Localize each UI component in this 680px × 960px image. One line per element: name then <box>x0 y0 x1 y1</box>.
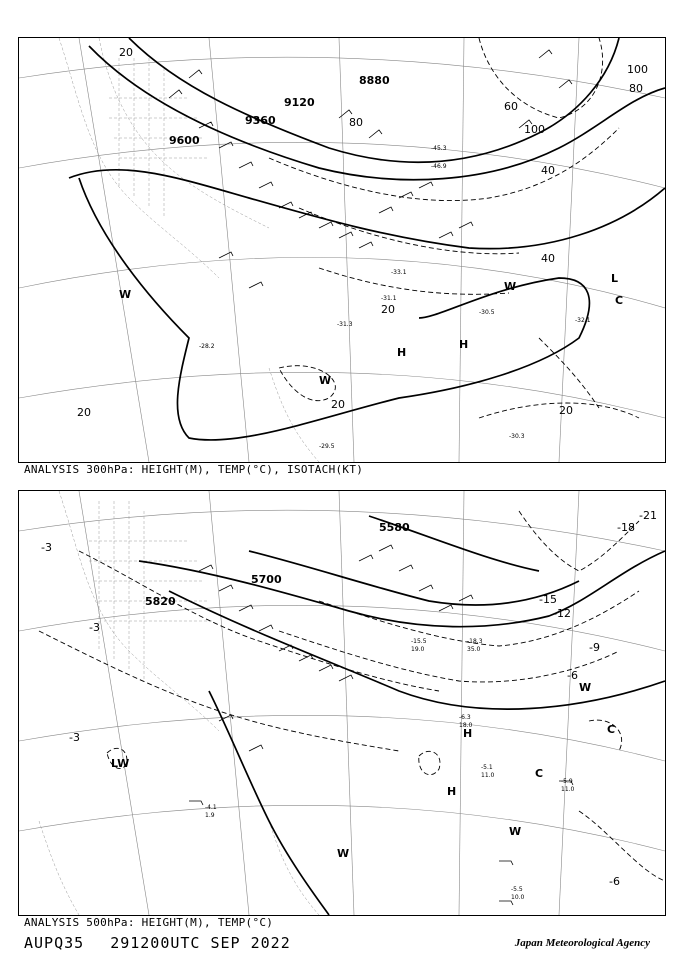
height-label-5580: 5580 <box>379 521 410 534</box>
warm-center: W <box>319 374 332 387</box>
temperature-label: -30.3 <box>509 433 525 440</box>
station-dewpoint: 11.0 <box>481 772 495 779</box>
product-header <box>24 934 317 952</box>
isotherm-label: -6 <box>609 875 620 888</box>
station-temperature: -15.5 <box>411 638 427 645</box>
temperature-label: -28.2 <box>199 343 215 350</box>
height-contours-300 <box>69 38 665 440</box>
isotherm-label: -12 <box>553 607 571 620</box>
isotach-label: 80 <box>629 82 643 95</box>
valid-time: 291200UTC SEP 2022 <box>110 934 291 952</box>
temperature-label: -31.1 <box>381 295 397 302</box>
station-dewpoint: 10.0 <box>511 894 525 901</box>
warm-center: W <box>509 825 522 838</box>
caption-500hpa: ANALYSIS 500hPa: HEIGHT(M), TEMP(°C) <box>24 916 274 929</box>
temperature-label: -33.1 <box>391 269 407 276</box>
analysis-500hpa-map <box>18 490 666 916</box>
station-dewpoint: 19.0 <box>411 646 425 653</box>
warm-center: W <box>504 280 517 293</box>
high-pressure-center: H <box>397 346 407 359</box>
cold-center: C <box>607 723 616 736</box>
isotherm-label: -6 <box>567 669 578 682</box>
station-temperature: -6.3 <box>459 714 471 721</box>
isotherm-contours-500 <box>39 511 665 881</box>
low-warm-center: LW <box>111 757 130 770</box>
isotherm-label: -3 <box>41 541 52 554</box>
height-label-5700: 5700 <box>251 573 282 586</box>
station-dewpoint: 18.0 <box>459 722 473 729</box>
temperature-label: -29.5 <box>319 443 335 450</box>
analysis-300hpa-map <box>18 37 666 463</box>
product-code: AUPQ35 <box>24 934 85 952</box>
height-contours-500 <box>139 516 665 915</box>
map-300hpa-canvas <box>19 38 665 462</box>
height-label-8880: 8880 <box>359 74 390 87</box>
station-temperature: -5.5 <box>511 886 523 893</box>
station-dewpoint: 35.0 <box>467 646 481 653</box>
isotach-label: 40 <box>541 252 555 265</box>
station-temperature: -5.1 <box>481 764 493 771</box>
station-temperature: -5.9 <box>561 778 573 785</box>
coastline-300 <box>59 38 319 462</box>
agency-credit: Japan Meteorological Agency <box>514 937 650 949</box>
high-pressure-center: H <box>447 785 457 798</box>
high-pressure-center: H <box>463 727 473 740</box>
isotherm-label: -15 <box>539 593 557 606</box>
high-pressure-center: H <box>459 338 469 351</box>
map-500hpa-canvas <box>19 491 665 915</box>
isotach-label: 20 <box>119 46 133 59</box>
temperature-label: -31.3 <box>337 321 353 328</box>
warm-center: W <box>579 681 592 694</box>
low-pressure-center: L <box>611 272 619 285</box>
height-label-9360: 9360 <box>245 114 276 127</box>
coastline-500 <box>39 491 319 915</box>
station-dewpoint: 11.0 <box>561 786 575 793</box>
isotach-label: 100 <box>627 63 648 76</box>
cold-center: C <box>615 294 624 307</box>
temperature-label: -45.3 <box>431 145 447 152</box>
isotach-label: 60 <box>504 100 518 113</box>
temperature-label: -32.1 <box>575 317 591 324</box>
isotach-label: 20 <box>331 398 345 411</box>
warm-center: W <box>119 288 132 301</box>
isotherm-label: -18 <box>617 521 635 534</box>
isotach-label: 20 <box>559 404 573 417</box>
station-temperature: -4.1 <box>205 804 217 811</box>
warm-center: W <box>337 847 350 860</box>
isotach-label: 20 <box>77 406 91 419</box>
temperature-label: -30.5 <box>479 309 495 316</box>
height-label-9120: 9120 <box>284 96 315 109</box>
isotach-label: 80 <box>349 116 363 129</box>
isotach-label: 20 <box>381 303 395 316</box>
isotach-label: 40 <box>541 164 555 177</box>
temperature-label: -46.9 <box>431 163 447 170</box>
isotach-contours-300 <box>269 38 639 418</box>
height-label-5820: 5820 <box>145 595 176 608</box>
station-temperature: -18.3 <box>467 638 483 645</box>
isotherm-label: -3 <box>69 731 80 744</box>
isotherm-label: -9 <box>589 641 600 654</box>
caption-300hpa: ANALYSIS 300hPa: HEIGHT(M), TEMP(°C), ISOTACH(KT) <box>24 463 364 476</box>
station-dewpoint: 1.9 <box>205 812 215 819</box>
isotherm-label: -21 <box>639 509 657 522</box>
wind-barbs-500 <box>189 545 573 905</box>
isotherm-label: -3 <box>89 621 100 634</box>
isotach-label: 100 <box>524 123 545 136</box>
height-label-9600: 9600 <box>169 134 200 147</box>
cold-center: C <box>535 767 544 780</box>
